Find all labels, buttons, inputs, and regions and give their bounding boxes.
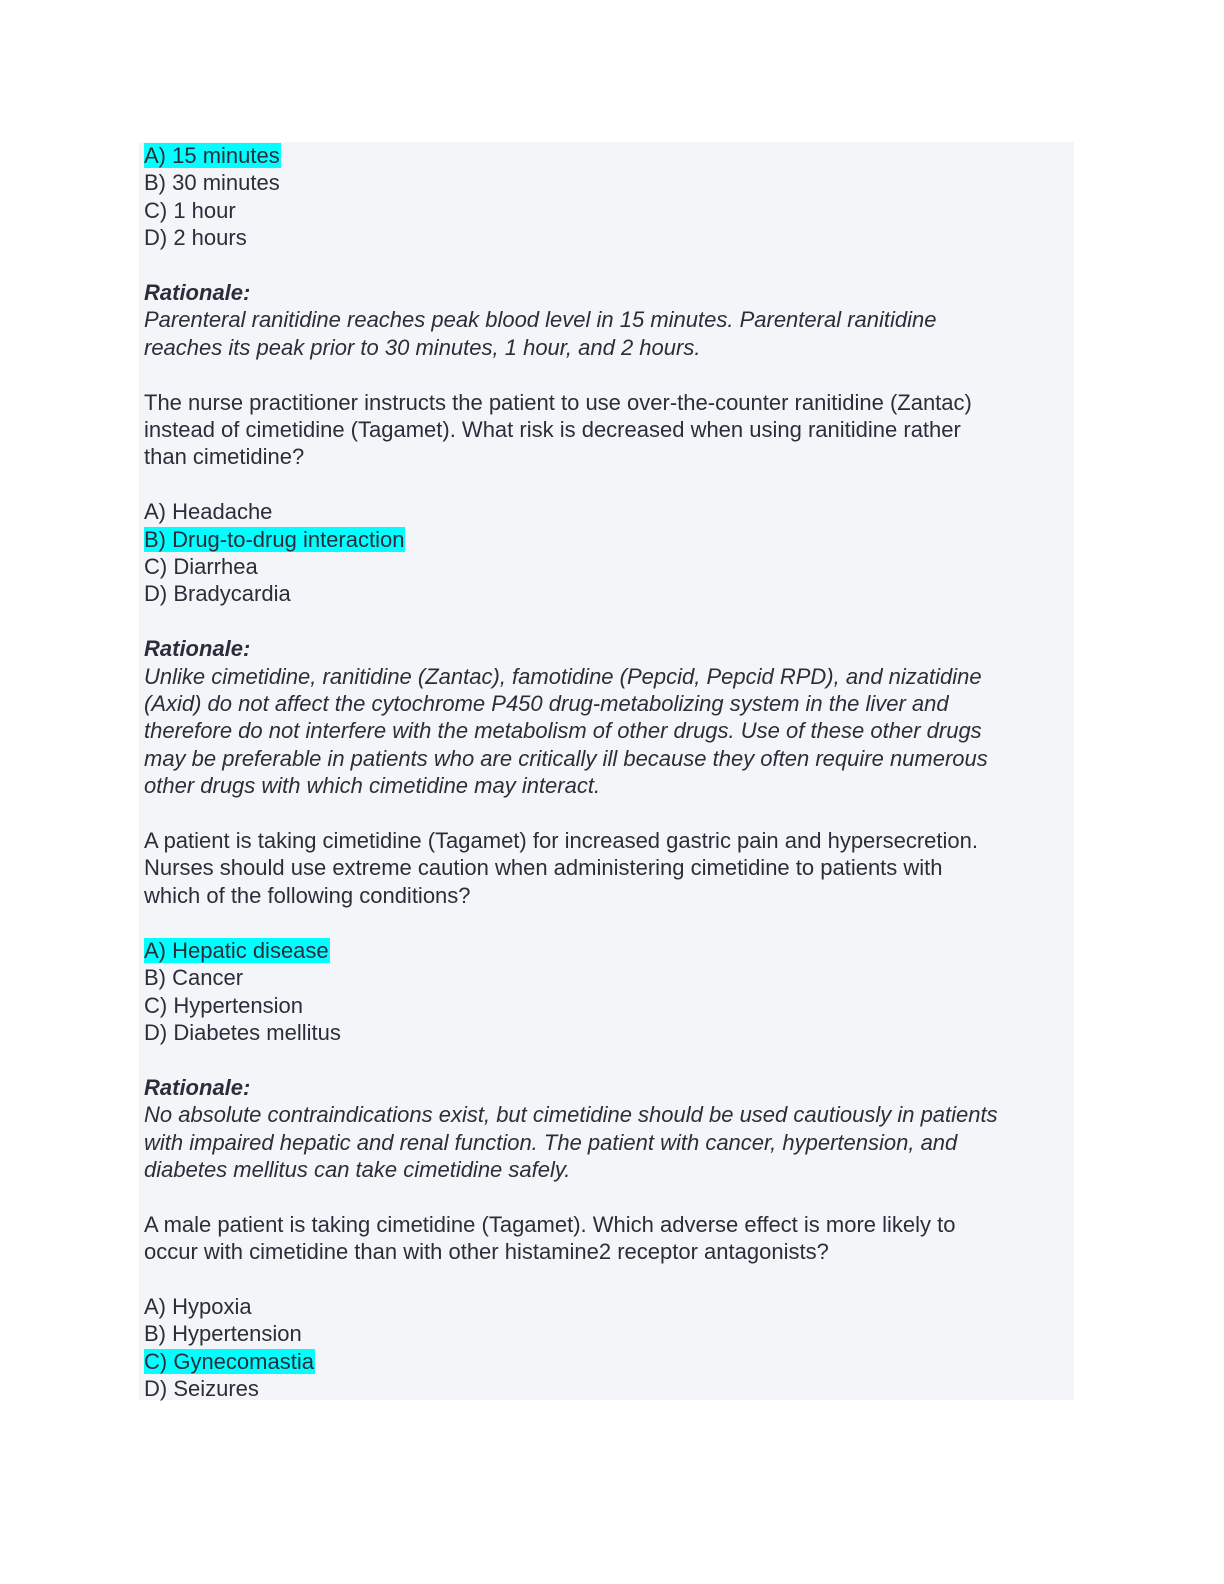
question-line: A male patient is taking cimetidine (Tagamet). Which adverse effect is more likely to [144,1211,956,1237]
rationale-line: therefore do not interfere with the metabolism of other drugs. Use of these other drugs [144,718,982,744]
q4-option-b: B) Hypertension [144,1321,302,1347]
q2-option-b: B) Drug-to-drug interaction [144,526,405,552]
rationale-line: Parenteral ranitidine reaches peak blood level in 15 minutes. Parenteral ranitidine [144,307,937,333]
question-line: The nurse practitioner instructs the patient to use over-the-counter ranitidine (Zantac) [144,389,972,415]
question-line: Nurses should use extreme caution when administering cimetidine to patients with [144,855,943,881]
question-line: instead of cimetidine (Tagamet). What risk is decreased when using ranitidine rather [144,417,961,443]
q2-option-c: C) Diarrhea [144,554,258,580]
question-line: which of the following conditions? [144,882,471,908]
q1-rationale [144,279,1069,361]
q1-option-a: A) 15 minutes [144,143,280,168]
q1-option-c: C) 1 hour [144,197,236,223]
q3-option-a: A) Hepatic disease [144,937,329,963]
q1-option-d: D) 2 hours [144,225,247,251]
rationale-line: other drugs with which cimetidine may interact. [144,773,601,799]
q3-question [144,827,1069,909]
q4-option-a: A) Hypoxia [144,1293,252,1319]
q3-option-d: D) Diabetes mellitus [144,1019,341,1045]
rationale-line: (Axid) do not affect the cytochrome P450 drug-metabolizing system in the liver and [144,691,949,717]
rationale-line: diabetes mellitus can take cimetidine safely. [144,1156,571,1182]
q1-options [144,142,1069,252]
spacer [144,361,1069,388]
rationale-heading: Rationale: [144,1074,251,1100]
q4-options [144,1293,1069,1403]
spacer [144,608,1069,635]
spacer [144,1183,1069,1210]
q3-option-b: B) Cancer [144,965,244,991]
q2-options [144,498,1069,608]
spacer [144,800,1069,827]
question-line: than cimetidine? [144,444,305,470]
spacer [144,1266,1069,1293]
rationale-line: Unlike cimetidine, ranitidine (Zantac), famotidine (Pepcid, Pepcid RPD), and nizatidine [144,663,982,689]
q3-option-c: C) Hypertension [144,992,303,1018]
rationale-line: may be preferable in patients who are critically ill because they often require numerous [144,745,988,771]
rationale-heading: Rationale: [144,636,251,662]
spacer [144,1046,1069,1073]
spacer [144,471,1069,498]
q2-question [144,389,1069,471]
q2-option-a: A) Headache [144,499,273,525]
content-panel [139,142,1074,1400]
q4-option-d: D) Seizures [144,1376,259,1402]
question-line: occur with cimetidine than with other histamine2 receptor antagonists? [144,1239,829,1265]
q4-option-c: C) Gynecomastia [144,1348,314,1374]
spacer [144,909,1069,936]
question-line: A patient is taking cimetidine (Tagamet) for increased gastric pain and hypersecretion. [144,828,978,854]
q4-question [144,1211,1069,1266]
q3-rationale [144,1074,1069,1184]
rationale-line: with impaired hepatic and renal function. The patient with cancer, hypertension, and [144,1129,958,1155]
q1-option-b: B) 30 minutes [144,170,280,196]
rationale-heading: Rationale: [144,280,251,306]
rationale-line: reaches its peak prior to 30 minutes, 1 hour, and 2 hours. [144,334,701,360]
spacer [144,252,1069,279]
q3-options [144,937,1069,1047]
quiz-text [144,142,1069,1403]
q2-rationale [144,635,1069,799]
rationale-line: No absolute contraindications exist, but cimetidine should be used cautiously in patients [144,1102,998,1128]
q2-option-d: D) Bradycardia [144,581,291,607]
